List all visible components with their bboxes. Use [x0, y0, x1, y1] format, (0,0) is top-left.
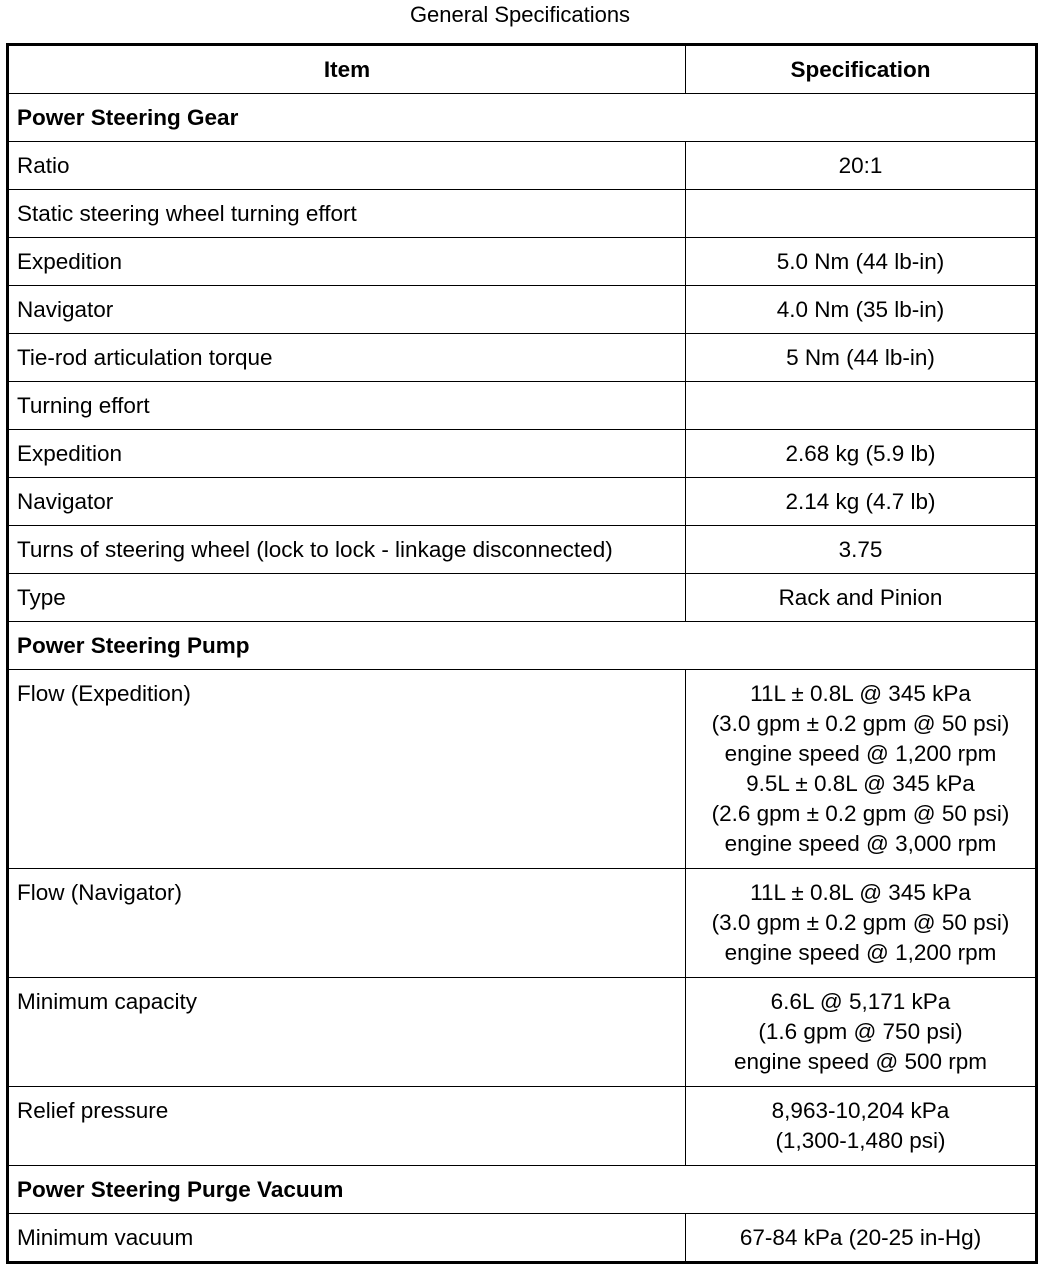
item-cell: Expedition [8, 238, 686, 286]
table-row [8, 238, 1037, 286]
specification-line: (3.0 gpm ± 0.2 gpm @ 50 psi) [711, 711, 1010, 736]
specification-line: 2.14 kg (4.7 lb) [785, 488, 936, 514]
specification-cell [686, 670, 1037, 869]
specification-line: 20:1 [838, 152, 883, 178]
specification-line: 5.0 Nm (44 lb-in) [776, 248, 945, 274]
section-title: Power Steering Purge Vacuum [8, 1166, 1037, 1214]
specification-line: 3.75 [838, 536, 883, 562]
table-row [8, 190, 1037, 238]
specification-cell [686, 574, 1037, 622]
specification-cell [686, 1214, 1037, 1263]
table-row [8, 869, 1037, 978]
item-cell: Turns of steering wheel (lock to lock - linkage disconnected) [8, 526, 686, 574]
specification-cell [686, 478, 1037, 526]
specification-line: engine speed @ 1,200 rpm [724, 741, 997, 766]
table-row [8, 526, 1037, 574]
item-cell: Type [8, 574, 686, 622]
table-row [8, 478, 1037, 526]
specification-line: 5 Nm (44 lb-in) [786, 344, 935, 370]
item-cell: Static steering wheel turning effort [8, 190, 686, 238]
specification-line: 6.6L @ 5,171 kPa [770, 989, 951, 1014]
table-row [8, 334, 1037, 382]
item-cell: Expedition [8, 430, 686, 478]
item-cell: Flow (Expedition) [8, 670, 686, 869]
table-row [8, 670, 1037, 869]
specification-cell [686, 382, 1037, 430]
table-row [8, 382, 1037, 430]
specification-line: 4.0 Nm (35 lb-in) [776, 296, 945, 322]
specification-line: 2.68 kg (5.9 lb) [785, 440, 936, 466]
specification-cell [686, 430, 1037, 478]
specification-cell [686, 526, 1037, 574]
specification-cell [686, 978, 1037, 1087]
header-item: Item [8, 45, 686, 94]
table-header-row [8, 45, 1037, 94]
table-row [8, 978, 1037, 1087]
item-cell: Turning effort [8, 382, 686, 430]
item-cell: Navigator [8, 478, 686, 526]
specification-line: Rack and Pinion [778, 584, 943, 610]
section-title: Power Steering Pump [8, 622, 1037, 670]
item-cell: Navigator [8, 286, 686, 334]
specification-line: (3.0 gpm ± 0.2 gpm @ 50 psi) [711, 910, 1010, 935]
specification-line: engine speed @ 500 rpm [733, 1049, 987, 1074]
specification-line: 67-84 kPa (20-25 in-Hg) [739, 1224, 982, 1250]
table-row [8, 1214, 1037, 1263]
section-row [8, 622, 1037, 670]
item-cell: Relief pressure [8, 1087, 686, 1166]
item-cell: Minimum vacuum [8, 1214, 686, 1263]
table-row [8, 1087, 1037, 1166]
table-caption: General Specifications [409, 2, 631, 27]
specification-line: (2.6 gpm ± 0.2 gpm @ 50 psi) [711, 801, 1010, 826]
specification-cell [686, 1087, 1037, 1166]
table-row [8, 430, 1037, 478]
specification-line: engine speed @ 3,000 rpm [724, 831, 997, 856]
table-row [8, 142, 1037, 190]
section-row [8, 1166, 1037, 1214]
specification-line: 11L ± 0.8L @ 345 kPa [750, 681, 971, 706]
specification-line: engine speed @ 1,200 rpm [724, 940, 997, 965]
specification-cell [686, 334, 1037, 382]
section-title: Power Steering Gear [8, 94, 1037, 142]
specification-cell [686, 869, 1037, 978]
specification-cell [686, 286, 1037, 334]
specification-cell [686, 238, 1037, 286]
specification-cell [686, 190, 1037, 238]
specification-line: 8,963-10,204 kPa [771, 1098, 950, 1123]
header-specification: Specification [686, 45, 1037, 94]
specifications-table [6, 43, 1038, 1264]
item-cell: Ratio [8, 142, 686, 190]
specification-cell [686, 142, 1037, 190]
section-row [8, 94, 1037, 142]
table-row [8, 286, 1037, 334]
table-body [8, 94, 1037, 1263]
table-row [8, 574, 1037, 622]
specification-line: (1,300-1,480 psi) [775, 1128, 946, 1153]
specification-line: 9.5L ± 0.8L @ 345 kPa [746, 771, 975, 796]
item-cell: Minimum capacity [8, 978, 686, 1087]
specification-line: 11L ± 0.8L @ 345 kPa [750, 880, 971, 905]
item-cell: Flow (Navigator) [8, 869, 686, 978]
specification-line: (1.6 gpm @ 750 psi) [758, 1019, 963, 1044]
item-cell: Tie-rod articulation torque [8, 334, 686, 382]
